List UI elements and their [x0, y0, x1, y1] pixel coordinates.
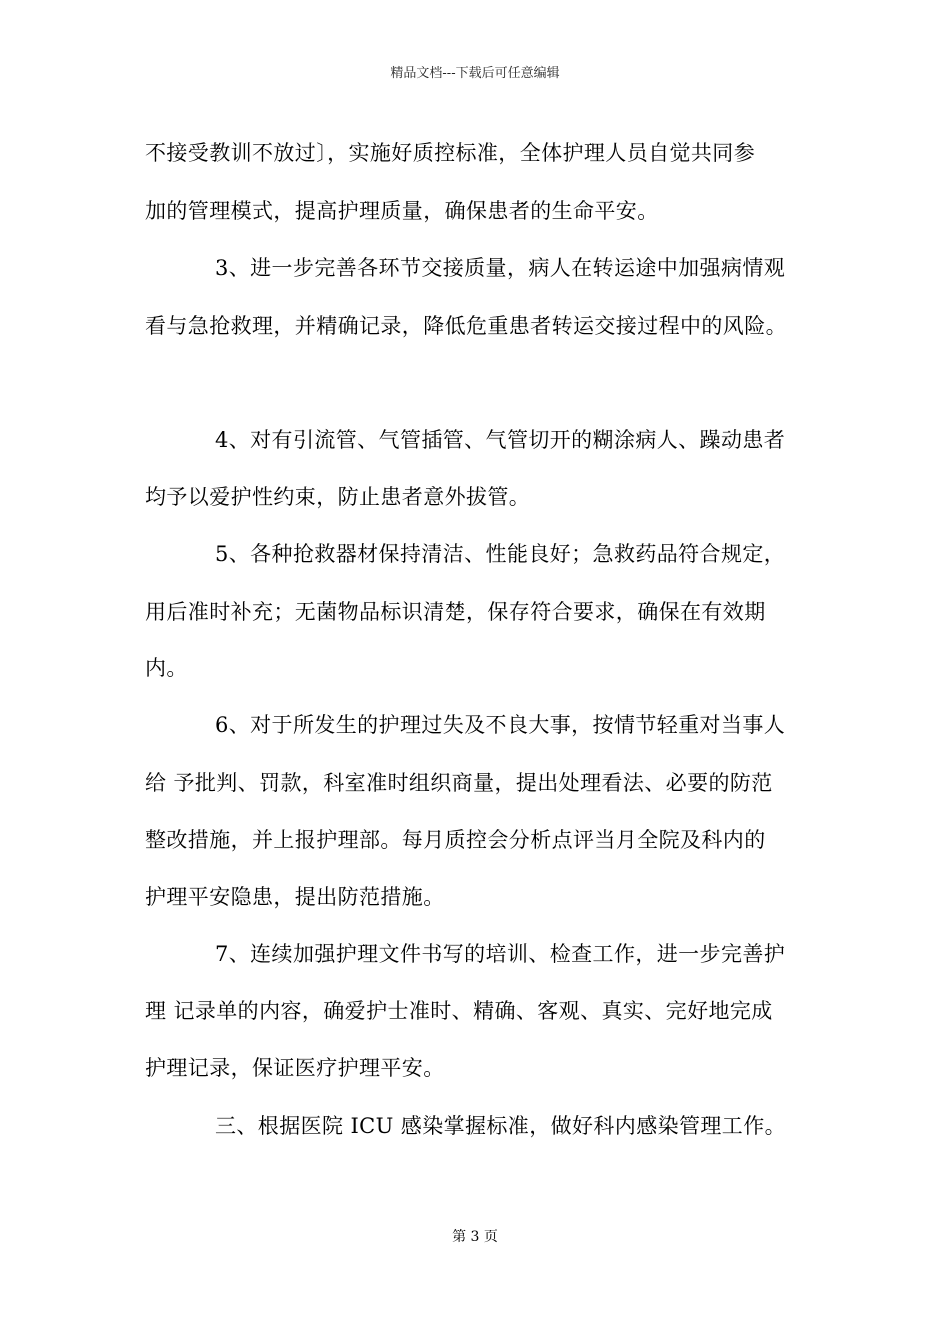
paragraph-line: 护理平安隐患，提出防范措施。	[145, 885, 445, 909]
paragraph-line: 不接受教训不放过〕，实施好质控标准，全体护理人员自觉共同参	[145, 141, 756, 165]
paragraph-line: 均予以爱护性约束，防止患者意外拔管。	[145, 485, 531, 509]
page-header: 精品文档---下载后可任意编辑	[390, 66, 560, 81]
paragraph-line: 整改措施，并上报护理部。每月质控会分析点评当月全院及科内的	[145, 828, 766, 852]
paragraph-line: 4、对有引流管、气管插管、气管切开的糊涂病人、躁动患者	[215, 428, 786, 452]
paragraph-line: 看与急抢救理，并精确记录，降低危重患者转运交接过程中的风险。	[145, 314, 787, 338]
paragraph-line: 给 予批判、罚款，科室准时组织商量，提出处理看法、必要的防范	[145, 771, 773, 795]
paragraph-line: 理 记录单的内容，确爱护士准时、精确、客观、真实、完好地完成	[145, 999, 773, 1023]
paragraph-line: 加的管理模式，提高护理质量，确保患者的生命平安。	[145, 199, 659, 223]
page-number: 第 3 页	[452, 1229, 498, 1245]
paragraph-line: 5、各种抢救器材保持清洁、性能良好；急救药品符合规定，	[215, 542, 786, 566]
section-heading: 三、根据医院 ICU 感染掌握标准，做好科内感染管理工作。	[215, 1114, 787, 1138]
paragraph-line: 内。	[145, 656, 188, 680]
paragraph-line: 护理记录，保证医疗护理平安。	[145, 1056, 445, 1080]
paragraph-line: 用后准时补充；无菌物品标识清楚，保存符合要求，确保在有效期	[145, 600, 766, 624]
paragraph-line: 7、连续加强护理文件书写的培训、检查工作，进一步完善护	[215, 942, 786, 966]
paragraph-line: 6、对于所发生的护理过失及不良大事，按情节轻重对当事人	[215, 713, 786, 737]
paragraph-line: 3、进一步完善各环节交接质量，病人在转运途中加强病情观	[215, 256, 786, 280]
